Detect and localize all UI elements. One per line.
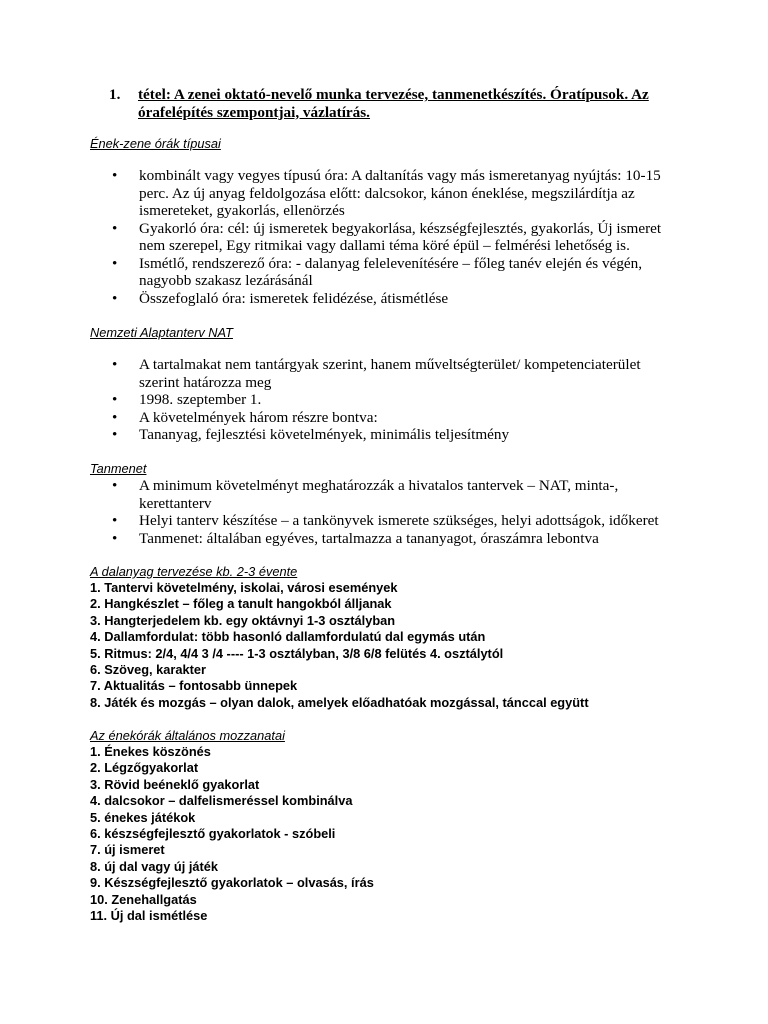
list-item	[112, 290, 682, 308]
list-item: 2. Légzőgyakorlat	[90, 760, 199, 776]
list-item-text: kombinált vagy vegyes típusú óra: A daltanítás vagy más ismeretanyag nyújtás: 10-15 perc. Az új anyag feldolgozása előtt: dalcsokor, kánon éneklése, megszilárdítja az ismereteket, gyakorlás, ellenörzés	[139, 167, 661, 219]
list-item	[112, 220, 682, 255]
bullet-list-nat	[112, 356, 682, 444]
list-item-text: 1998. szeptember 1.	[139, 391, 262, 408]
list-item: 3. Hangterjedelem kb. egy oktávnyi 1-3 osztályban	[90, 612, 396, 628]
list-item-text: A tartalmakat nem tantárgyak szerint, hanem műveltségterület/ kompetenciaterület szerint határozza meg	[139, 356, 641, 391]
list-item: 7. új ismeret	[90, 842, 165, 858]
bullet-icon: •	[112, 391, 118, 408]
list-item-text: A minimum követelményt meghatározzák a hivatalos tantervek – NAT, minta-, kerettanterv	[139, 477, 619, 512]
bullet-icon: •	[112, 529, 118, 547]
list-item	[112, 426, 682, 444]
list-item	[112, 167, 682, 220]
section-heading-ora-tipusok: Ének-zene órák típusai	[90, 136, 221, 151]
numbered-list-mozzanatok	[90, 744, 690, 924]
list-item	[112, 477, 682, 512]
bullet-icon: •	[112, 512, 118, 529]
bullet-icon: •	[112, 426, 118, 443]
list-item: 6. Szöveg, karakter	[90, 662, 206, 678]
list-item-text: Ismétlő, rendszerező óra: - dalanyag felelevenítésére – főleg tanév elején és végén, nagyobb szakasz lezárásánál	[139, 254, 643, 289]
list-item: 3. Rövid beéneklő gyakorlat	[90, 776, 260, 792]
section-heading-tanmenet: Tanmenet	[90, 461, 147, 476]
list-item: 9. Készségfejlesztő gyakorlatok – olvasás, írás	[90, 875, 374, 891]
bullet-icon: •	[112, 408, 118, 426]
numbered-list-dalanyag	[90, 580, 690, 711]
list-item-text: Helyi tanterv készítése – a tankönyvek ismerete szükséges, helyi adottságok, időkeret	[139, 512, 659, 529]
list-item	[112, 409, 682, 427]
list-item: 4. dalcsokor – dalfelismeréssel kombinálva	[90, 793, 353, 809]
list-item: 5. Ritmus: 2/4, 4/4 3 /4 ---- 1-3 osztályban, 3/8 6/8 felütés 4. osztálytól	[90, 645, 504, 661]
bullet-icon: •	[112, 167, 118, 184]
list-item-text: A követelmények három részre bontva:	[139, 408, 378, 426]
list-item-text: Tananyag, fejlesztési követelmények, minimális teljesítmény	[139, 426, 510, 443]
bullet-icon: •	[112, 289, 118, 307]
list-item	[112, 530, 682, 548]
bullet-icon: •	[112, 477, 118, 494]
bullet-icon: •	[112, 219, 118, 237]
list-item	[112, 391, 682, 409]
title-number: 1.	[109, 86, 121, 103]
list-item: 8. Játék és mozgás – olyan dalok, amelyek előadhatóak mozgással, tánccal együtt	[90, 694, 589, 710]
list-item: 5. énekes játékok	[90, 809, 196, 825]
section-heading-nat: Nemzeti Alaptanterv NAT	[90, 325, 233, 340]
list-item: 7. Aktualitás – fontosabb ünnepek	[90, 678, 298, 694]
section-heading-mozzanatok: Az énekórák általános mozzanatai	[90, 728, 285, 743]
bullet-list-tanmenet	[112, 477, 682, 547]
list-item-text: Tanmenet: általában egyéves, tartalmazza a tananyagot, óraszámra lebontva	[139, 529, 599, 547]
list-item: 2. Hangkészlet – főleg a tanult hangokból álljanak	[90, 596, 392, 612]
title-text: tétel: A zenei oktató-nevelő munka tervezése, tanmenetkészítés. Óratípusok. Az órafelépítés szempontjai, vázlatírás.	[138, 86, 649, 121]
list-item	[112, 255, 682, 290]
bullet-icon: •	[112, 254, 118, 272]
list-item: 8. új dal vagy új játék	[90, 858, 219, 874]
list-item	[112, 512, 682, 530]
list-item-text: Gyakorló óra: cél: új ismeretek begyakorlása, készségfejlesztés, gyakorlás, Új ismeret nem szerepel, Egy ritmikai vagy dallami téma köré épül – felmérési lehetőség is.	[139, 219, 662, 254]
list-item: 10. Zenehallgatás	[90, 891, 197, 907]
list-item: 1. Énekes köszönés	[90, 744, 211, 759]
bullet-list-ora-tipusok	[112, 167, 682, 307]
section-heading-dalanyag: A dalanyag tervezése kb. 2-3 évente	[90, 564, 298, 579]
bullet-icon: •	[112, 356, 118, 373]
list-item: 11. Új dal ismétlése	[90, 908, 208, 924]
list-item: 1. Tantervi követelmény, iskolai, városi események	[90, 580, 398, 595]
list-item	[112, 356, 682, 391]
list-item-text: Összefoglaló óra: ismeretek felidézése, átismétlése	[139, 289, 449, 307]
list-item: 4. Dallamfordulat: több hasonló dallamfordulatú dal egymás után	[90, 629, 486, 645]
list-item: 6. készségfejlesztő gyakorlatok - szóbeli	[90, 826, 336, 842]
